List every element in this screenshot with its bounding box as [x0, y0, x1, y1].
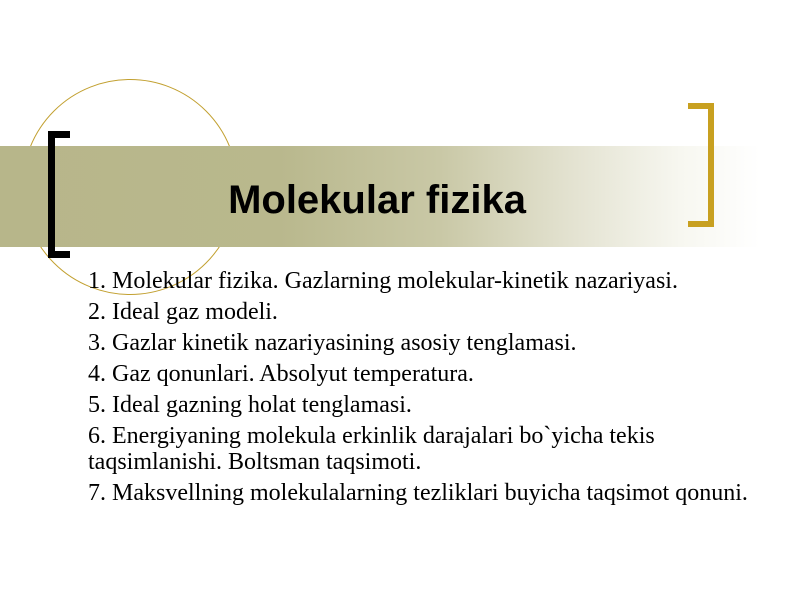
- topic-item: 1. Molekular fizika. Gazlarning molekular-kinetik nazariyasi.: [88, 268, 678, 294]
- topic-item: 5. Ideal gazning holat tenglamasi.: [88, 392, 412, 418]
- topic-item: 2. Ideal gaz modeli.: [88, 299, 278, 325]
- topic-item: 7. Maksvellning molekulalarning tezliklari buyicha taqsimot qonuni.: [88, 480, 748, 506]
- topic-list: [88, 268, 768, 511]
- right-bracket-decoration: [688, 103, 714, 227]
- topic-item: 3. Gazlar kinetik nazariyasining asosiy tenglamasi.: [88, 330, 577, 356]
- left-bracket-decoration: [48, 131, 70, 258]
- topic-item: 6. Energiyaning molekula erkinlik darajalari bo`yicha tekis taqsimlanishi. Boltsman taqsimoti.: [88, 423, 655, 475]
- topic-item: 4. Gaz qonunlari. Absolyut temperatura.: [88, 361, 474, 387]
- slide-title: Molekular fizika: [228, 178, 526, 222]
